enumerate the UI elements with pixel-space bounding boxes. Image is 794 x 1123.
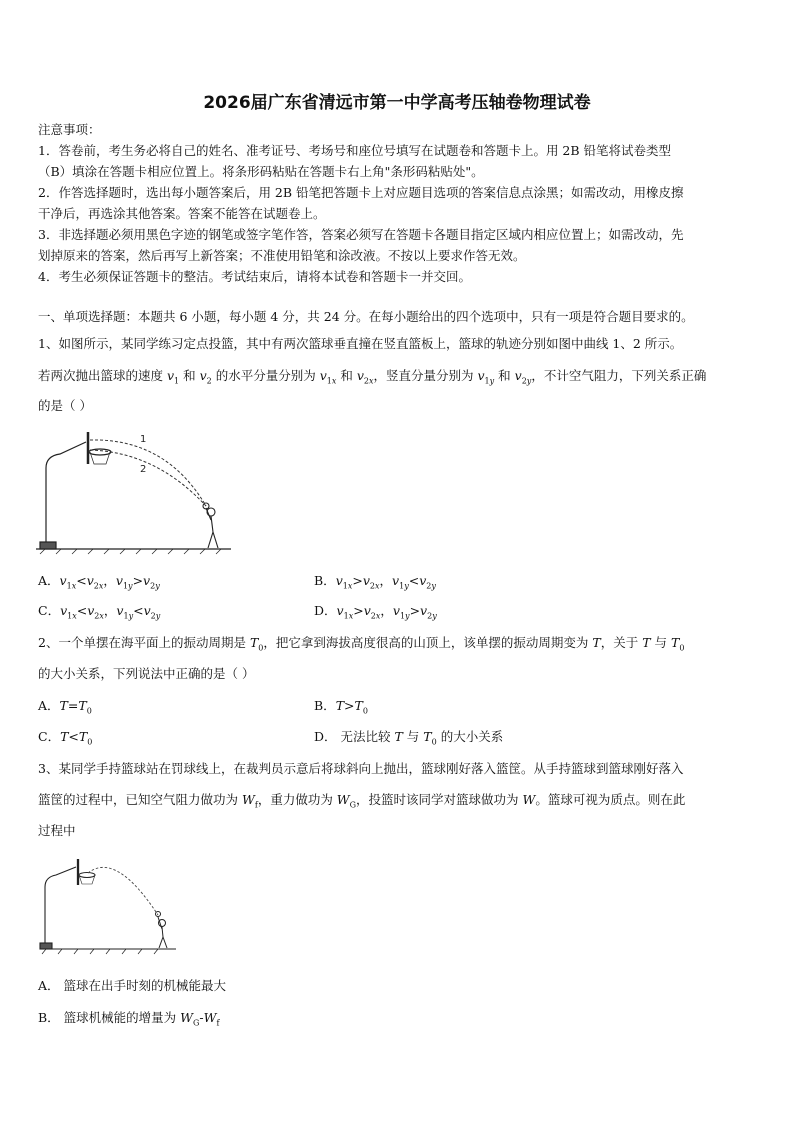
trajectory-label-2: 2 — [140, 464, 147, 475]
notice-item: 4．考生必须保证答题卡的整洁。考试结束后，请将本试卷和答题卡一并交回。 — [38, 269, 471, 284]
q1-stem-line1: 1、如图所示，某同学练习定点投篮，其中有两次篮球垂直撞在竖直篮板上，篮球的轨迹分别如图中曲线 1、2 所示。 — [38, 336, 683, 351]
notice-item: （B）填涂在答题卡相应位置上。将条形码粘贴在答题卡右上角"条形码粘贴处"。 — [38, 164, 484, 179]
notice-item: 干净后，再选涂其他答案。答案不能答在试题卷上。 — [38, 206, 326, 221]
notice-heading: 注意事项： — [38, 122, 101, 137]
q2-stem-line2: 的大小关系，下列说法中正确的是（ ） — [38, 666, 255, 681]
q2-option-c[interactable]: C．$T<T_0$ — [38, 729, 93, 747]
q2-option-d[interactable]: D． 无法比较 T 与 $T_0$ 的大小关系 — [314, 729, 504, 747]
basketball-shot-figure-2 — [36, 857, 186, 957]
notice-item: 划掉原来的答案，然后再写上新答案；不准使用铅笔和涂改液。不按以上要求作答无效。 — [38, 248, 526, 263]
q3-stem-line3: 过程中 — [38, 823, 76, 838]
player-figure — [203, 503, 218, 548]
q3-option-b[interactable]: B． 篮球机械能的增量为 $W_G-W_f$ — [38, 1010, 220, 1028]
q1-option-b[interactable]: B．$v_{1x}>v_{2x}$，$v_{1y}<v_{2y}$ — [314, 573, 436, 591]
notice-item: 3．非选择题必须用黑色字迹的钢笔或签字笔作答，答案必须写在答题卡各题目指定区域内相应位置上；如需改动，先 — [38, 227, 684, 242]
notice-item: 1．答卷前，考生务必将自己的姓名、准考证号、考场号和座位号填写在试题卷和答题卡上。用 2B 铅笔将试卷类型 — [38, 143, 672, 158]
q1-option-a[interactable]: A．$v_{1x}<v_{2x}$，$v_{1y}>v_{2y}$ — [38, 573, 160, 591]
q1-option-c[interactable]: C．$v_{1x}<v_{2x}$，$v_{1y}<v_{2y}$ — [38, 603, 161, 621]
q2-option-b[interactable]: B．$T>T_0$ — [314, 698, 368, 716]
notice-item: 2．作答选择题时，选出每小题答案后，用 2B 铅笔把答题卡上对应题目选项的答案信息点涂黑；如需改动，用橡皮擦 — [38, 185, 684, 200]
q1-stem-line2: 若两次抛出篮球的速度 $v_1$ 和 $v_2$ 的水平分量分别为 $v_{1x}$ 和 $v_{2x}$，竖直分量分别为 $v_{1y}$ 和 $v_{2y}$，不计空气阻力，下列关系正确 — [38, 368, 707, 386]
q2-stem-line1: 2、一个单摆在海平面上的振动周期是 $T_0$，把它拿到海拔高度很高的山顶上，该单摆的振动周期变为 T，关于 T 与 $T_0$ — [38, 635, 685, 653]
q1-stem-line3: 的是（ ） — [38, 398, 92, 413]
basketball-trajectory-figure-1 — [36, 428, 236, 556]
player-figure — [156, 912, 168, 949]
q2-option-a[interactable]: A．$T=T_0$ — [38, 698, 92, 716]
q3-option-a[interactable]: A． 篮球在出手时刻的机械能最大 — [38, 978, 227, 993]
page-title: 2026届广东省清远市第一中学高考压轴卷物理试卷 — [203, 93, 591, 113]
trajectory-label-1: 1 — [140, 434, 147, 445]
q3-stem-line2: 篮筐的过程中，已知空气阻力做功为 $W_f$，重力做功为 $W_G$，投篮时该同学对篮球做功为 W。篮球可视为质点。则在此 — [38, 792, 686, 810]
q1-option-d[interactable]: D．$v_{1x}>v_{2x}$，$v_{1y}>v_{2y}$ — [314, 603, 437, 621]
section-heading: 一、单项选择题：本题共 6 小题，每小题 4 分，共 24 分。在每小题给出的四个选项中，只有一项是符合题目要求的。 — [38, 309, 694, 324]
q3-stem-line1: 3、某同学手持篮球站在罚球线上，在裁判员示意后将球斜向上抛出，篮球刚好落入篮筐。从手持篮球到篮球刚好落入 — [38, 761, 684, 776]
